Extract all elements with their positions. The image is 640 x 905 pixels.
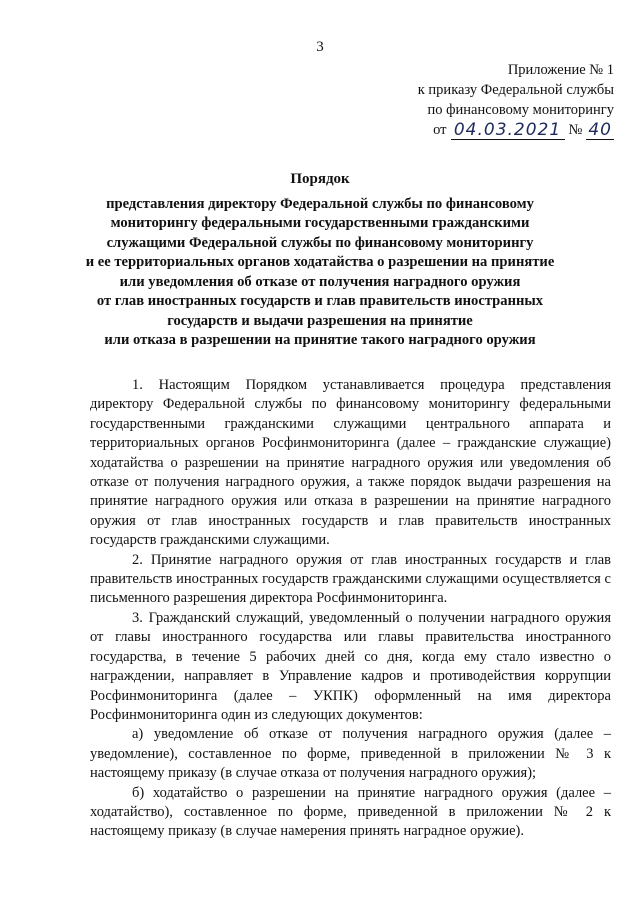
title-line: и ее территориальных органов ходатайства о разрешении на принятие (85, 254, 555, 270)
title-line: или отказа в разрешении на принятие такого наградного оружия (104, 332, 536, 348)
appendix-title: Приложение № 1 (507, 62, 614, 78)
title-line: государств и выдачи разрешения на принятие (167, 312, 473, 329)
paragraph-3: 3. Гражданский служащий, уведомленный о получении наградного оружия от главы иностранного государства или главы правительства иностранного государства, в течение 5 рабочих дней со дня, когда ему стало известно о награждении, направляет в Управление кадров и противодействия коррупции Росфинмониторинга (далее – УКПК) оформленный на имя директора Росфинмониторинга один из следующих документов: (90, 609, 611, 723)
title-heading: Порядок (290, 171, 350, 187)
document-body (90, 376, 611, 842)
paragraph-3a: а) уведомление об отказе от получения наградного оружия (далее – уведомление), составленное по форме, приведенной в приложении № 3 к настоящему приказу (в случае отказа от получения наградного оружия); (90, 726, 611, 782)
appendix-block (418, 60, 614, 140)
appendix-date-line (418, 120, 614, 140)
handwritten-number: 40 (588, 120, 612, 140)
appendix-order-line: к приказу Федеральной службы (417, 82, 614, 98)
page-number: 3 (316, 39, 324, 55)
title-line: представления директору Федеральной службы по финансовому (106, 195, 534, 212)
number-label: № (568, 122, 583, 138)
document-title (0, 170, 640, 351)
appendix-service-line: по финансовому мониторингу (427, 102, 614, 118)
title-line: служащими Федеральной службы по финансовому мониторингу (106, 234, 534, 251)
paragraph-2: 2. Принятие наградного оружия от глав иностранных государств и глав правительств иностранных государств гражданскими служащими осуществляется с письменного разрешения директора Росфинмониторинга. (90, 551, 611, 607)
handwritten-date: 04.03.2021 (451, 121, 565, 140)
paragraph-1: 1. Настоящим Порядком устанавливается процедура представления директору Федеральной службы по финансовому мониторингу федеральными государственными гражданскими служащими центрального аппарата и территориальных органов Росфинмониторинга (далее – гражданские служащие) ходатайства о разрешении на принятие наградного оружия или уведомления об отказе от получения наградного оружия, а также порядок выдачи разрешения на принятие наградного оружия или отказа в разрешении на принятие наградного оружия от глав иностранных государств и глав правительств иностранных государств гражданскими служащими. (90, 377, 611, 549)
title-line: или уведомления об отказе от получения наградного оружия (119, 273, 521, 290)
title-line: от глав иностранных государств и глав правительств иностранных (96, 293, 544, 309)
date-prefix: от (433, 122, 447, 138)
title-line: мониторингу федеральными государственными гражданскими (110, 215, 530, 231)
paragraph-3b: б) ходатайство о разрешении на принятие наградного оружия (далее – ходатайство), составленное по форме, приведенной в приложении № 2 к настоящему приказу (в случае намерения принять наградное оружие). (90, 784, 611, 840)
